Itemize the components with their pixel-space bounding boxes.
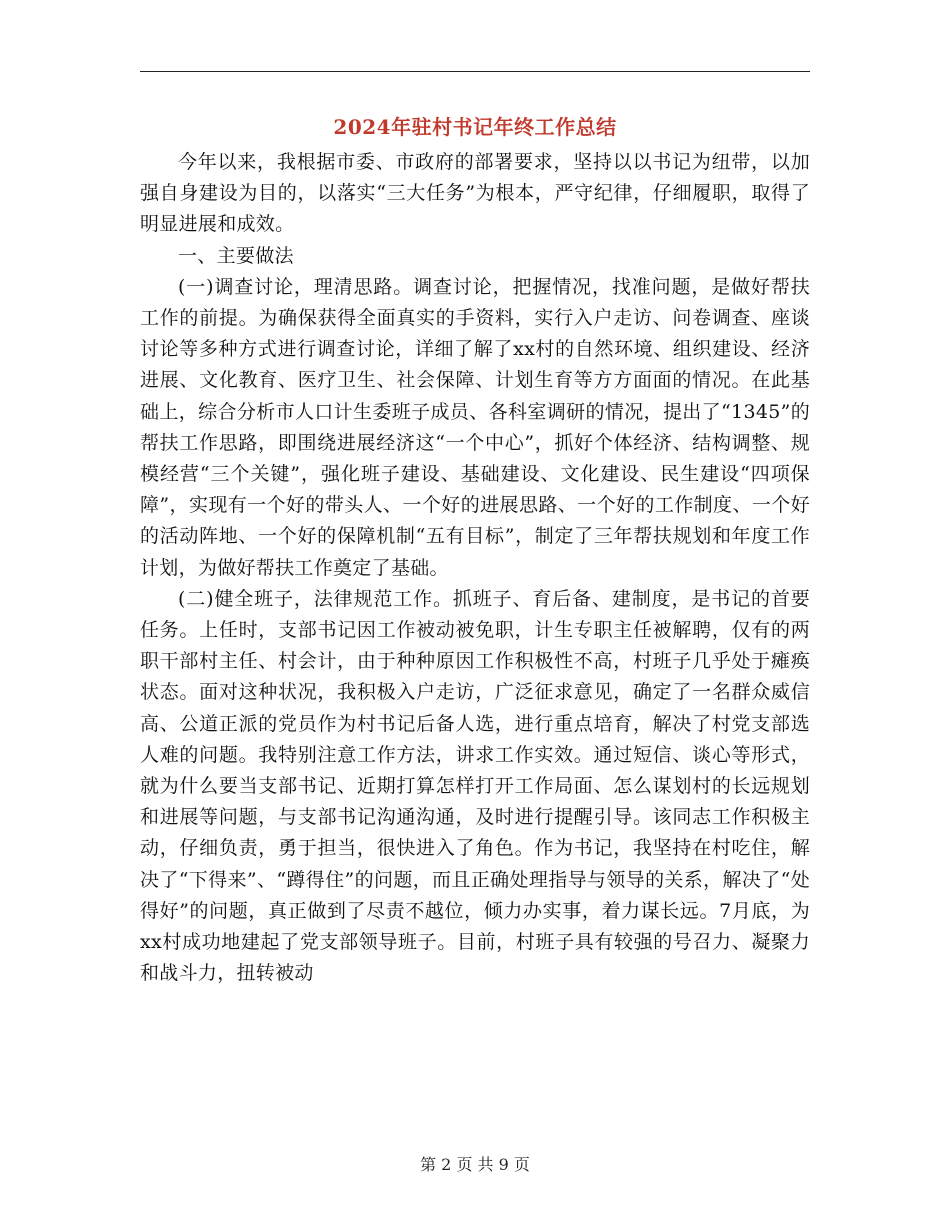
header-rule: [140, 71, 810, 72]
document-title: 2024年驻村书记年终工作总结: [333, 115, 617, 139]
paragraph-intro: 今年以来，我根据市委、市政府的部署要求，坚持以以书记为纽带，以加强自身建设为目的，以落实“三大任务”为根本，严守纪律，仔细履职，取得了明显进展和成效。: [140, 151, 810, 236]
paragraph-item-2: (二)健全班子，法律规范工作。抓班子、育后备、建制度，是书记的首要任务。上任时，支部书记因工作被动被免职，计生专职主任被解聘，仅有的两职干部村主任、村会计，由于种种原因工作积极性不高，村班子几乎处于瘫痪状态。面对这种状况，我积极入户走访，广泛征求意见，确定了一名群众威信高、公道正派的党员作为村书记后备人选，进行重点培育，解决了村党支部选人难的问题。我特别注意工作方法，讲求工作实效。通过短信、谈心等形式，就为什么要当支部书记、近期打算怎样打开工作局面、怎么谋划村的长远规划和进展等问题，与支部书记沟通沟通，及时进行提醒引导。该同志工作积极主动，仔细负责，勇于担当，很快进入了角色。作为书记，我坚持在村吃住，解决了“下得来”、“蹲得住”的问题，而且正确处理指导与领导的关系，解决了“处得好”的问题，真正做到了尽责不越位，倾力办实事，着力谋长远。7月底，为xx村成功地建起了党支部领导班子。目前，村班子具有较强的号召力、凝聚力和战斗力，扭转被动: [140, 587, 810, 985]
paragraph-item-1: (一)调查讨论，理清思路。调查讨论，把握情况，找准问题，是做好帮扶工作的前提。为确保获得全面真实的手资料，实行入户走访、问卷调查、座谈讨论等多种方式进行调查讨论，详细了解了xx村的自然环境、组织建设、经济进展、文化教育、医疗卫生、社会保障、计划生育等方方面面的情况。在此基础上，综合分析市人口计生委班子成员、各科室调研的情况，提出了“1345”的帮扶工作思路，即围绕进展经济这“一个中心”，抓好个体经济、结构调整、规模经营“三个关键”，强化班子建设、基础建设、文化建设、民生建设“四项保障”，实现有一个好的带头人、一个好的进展思路、一个好的工作制度、一个好的活动阵地、一个好的保障机制“五有目标”，制定了三年帮扶规划和年度工作计划，为做好帮扶工作奠定了基础。: [140, 275, 810, 579]
document-body: [140, 147, 810, 989]
page-footer: 第 2 页 共 9 页: [420, 1155, 530, 1174]
section-heading-main-practices: 一、主要做法: [178, 244, 294, 267]
